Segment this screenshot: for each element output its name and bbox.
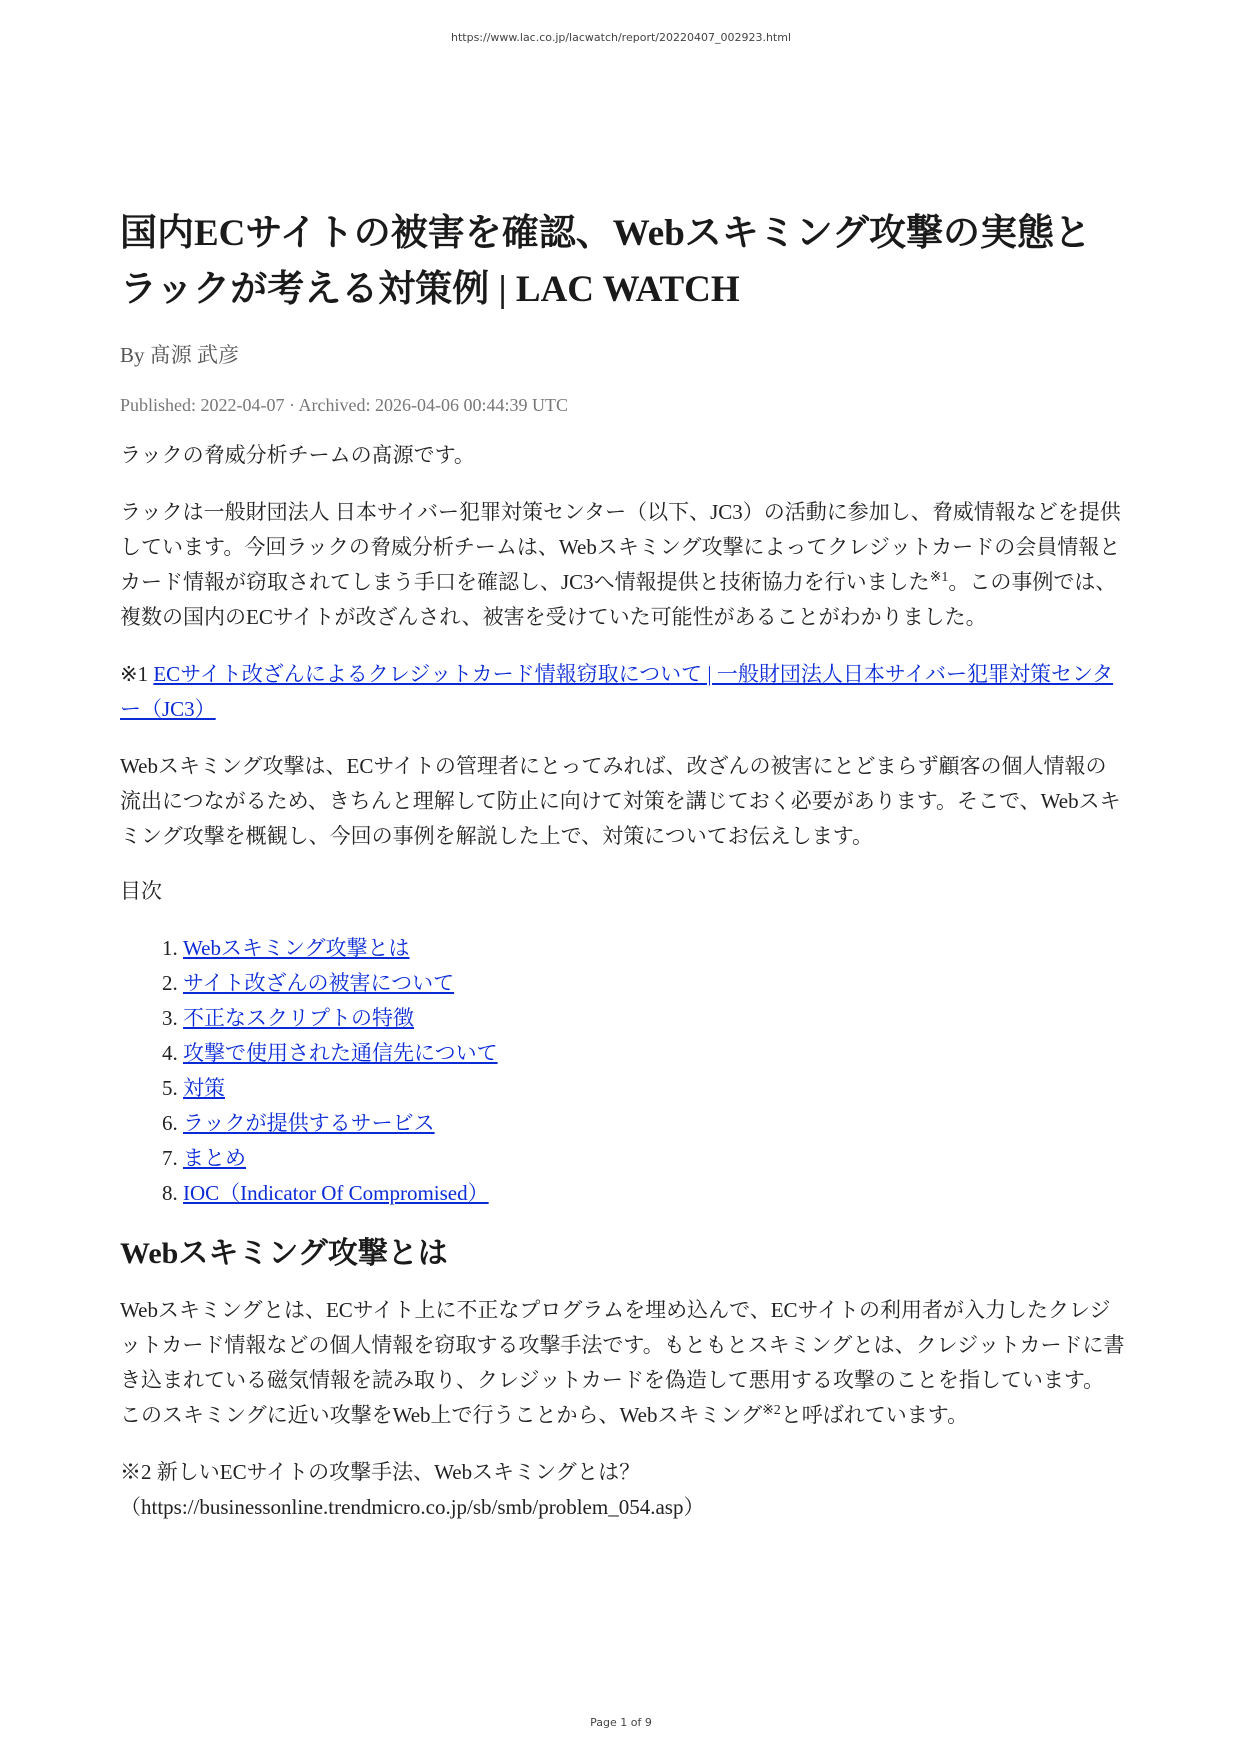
toc-heading: 目次: [120, 879, 162, 903]
toc-item: [183, 1036, 1125, 1071]
toc-item: [183, 1176, 1125, 1211]
byline: By 髙源 武彦: [120, 343, 240, 367]
toc-link-lac-services[interactable]: ラックが提供するサービス: [183, 1111, 435, 1135]
paragraph-jc3-text-end: 。この事例では、複数の国内のECサイトが改ざんされ、被害を受けていた可能性があることがわかりました。: [120, 570, 1117, 629]
paragraph-web-skimming-text-end: と呼ばれています。: [780, 1403, 969, 1427]
footnote-1-prefix: ※1: [120, 662, 154, 686]
footnote-1-link[interactable]: ECサイト改ざんによるクレジットカード情報窃取について | 一般財団法人日本サイバー犯罪対策センター（JC3）: [120, 662, 1114, 721]
toc-link-web-skimming[interactable]: Webスキミング攻撃とは: [183, 936, 410, 960]
article-title: 国内ECサイトの被害を確認、Webスキミング攻撃の実態とラックが考える対策例 | LAC WATCH: [120, 213, 1092, 310]
section-heading-web-skimming: Webスキミング攻撃とは: [120, 1237, 448, 1270]
paragraph-web-skimming: [120, 1293, 1125, 1433]
paragraph-web-skimming-text: Webスキミングとは、ECサイト上に不正なプログラムを埋め込んで、ECサイトの利用者が入力したクレジットカード情報などの個人情報を窃取する攻撃手法です。もともとスキミングとは、クレジットカードに書き込まれている磁気情報を読み取り、クレジットカードを偽造して悪用する攻撃のことを指しています。このスキミングに近い攻撃をWeb上で行うことから、Webスキミング: [120, 1298, 1125, 1427]
table-of-contents: [120, 931, 1125, 1211]
page-url-header: https://www.lac.co.jp/lacwatch/report/20220407_002923.html: [450, 31, 792, 44]
footnote-1: [120, 657, 1125, 727]
footnote-2-title: ※2 新しいECサイトの攻撃手法、Webスキミングとは？: [120, 1460, 641, 1484]
intro-paragraph: ラックの脅威分析チームの髙源です。: [120, 443, 475, 467]
toc-link-site-tampering[interactable]: サイト改ざんの被害について: [183, 971, 455, 995]
toc-item: [183, 966, 1125, 1001]
toc-item: [183, 1141, 1125, 1176]
footnote-ref-2: ※2: [762, 1403, 781, 1418]
toc-link-countermeasures[interactable]: 対策: [183, 1076, 225, 1100]
article: [120, 206, 1125, 1525]
footnote-2-url: （https://businessonline.trendmicro.co.jp/sb/smb/problem_054.asp）: [120, 1495, 705, 1519]
toc-link-destinations[interactable]: 攻撃で使用された通信先について: [183, 1041, 498, 1065]
toc-item: [183, 1106, 1125, 1141]
footnote-ref-1: ※1: [929, 570, 949, 585]
toc-item: [183, 1001, 1125, 1036]
toc-item: [183, 931, 1125, 966]
toc-link-summary[interactable]: まとめ: [183, 1146, 246, 1170]
toc-link-script-features[interactable]: 不正なスクリプトの特徴: [183, 1006, 414, 1030]
paragraph-jc3: [120, 495, 1125, 635]
paragraph-overview: Webスキミング攻撃は、ECサイトの管理者にとってみれば、改ざんの被害にとどまらず顧客の個人情報の流出につながるため、きちんと理解して防止に向けて対策を講じておく必要があります。そこで、Webスキミング攻撃を概観し、今回の事例を解説した上で、対策についてお伝えします。: [120, 754, 1121, 848]
footnote-2: [120, 1455, 1125, 1525]
page-number: Page 1 of 9: [590, 1716, 652, 1729]
toc-item: [183, 1071, 1125, 1106]
paragraph-jc3-text: ラックは一般財団法人 日本サイバー犯罪対策センター（以下、JC3）の活動に参加し、脅威情報などを提供しています。今回ラックの脅威分析チームは、Webスキミング攻撃によってクレジットカードの会員情報とカード情報が窃取されてしまう手口を確認し、JC3へ情報提供と技術協力を行いました: [120, 500, 1121, 594]
publish-meta: Published: 2022-04-07 · Archived: 2026-04-06 00:44:39 UTC: [120, 395, 568, 415]
toc-link-ioc[interactable]: IOC（Indicator Of Compromised）: [183, 1181, 489, 1205]
